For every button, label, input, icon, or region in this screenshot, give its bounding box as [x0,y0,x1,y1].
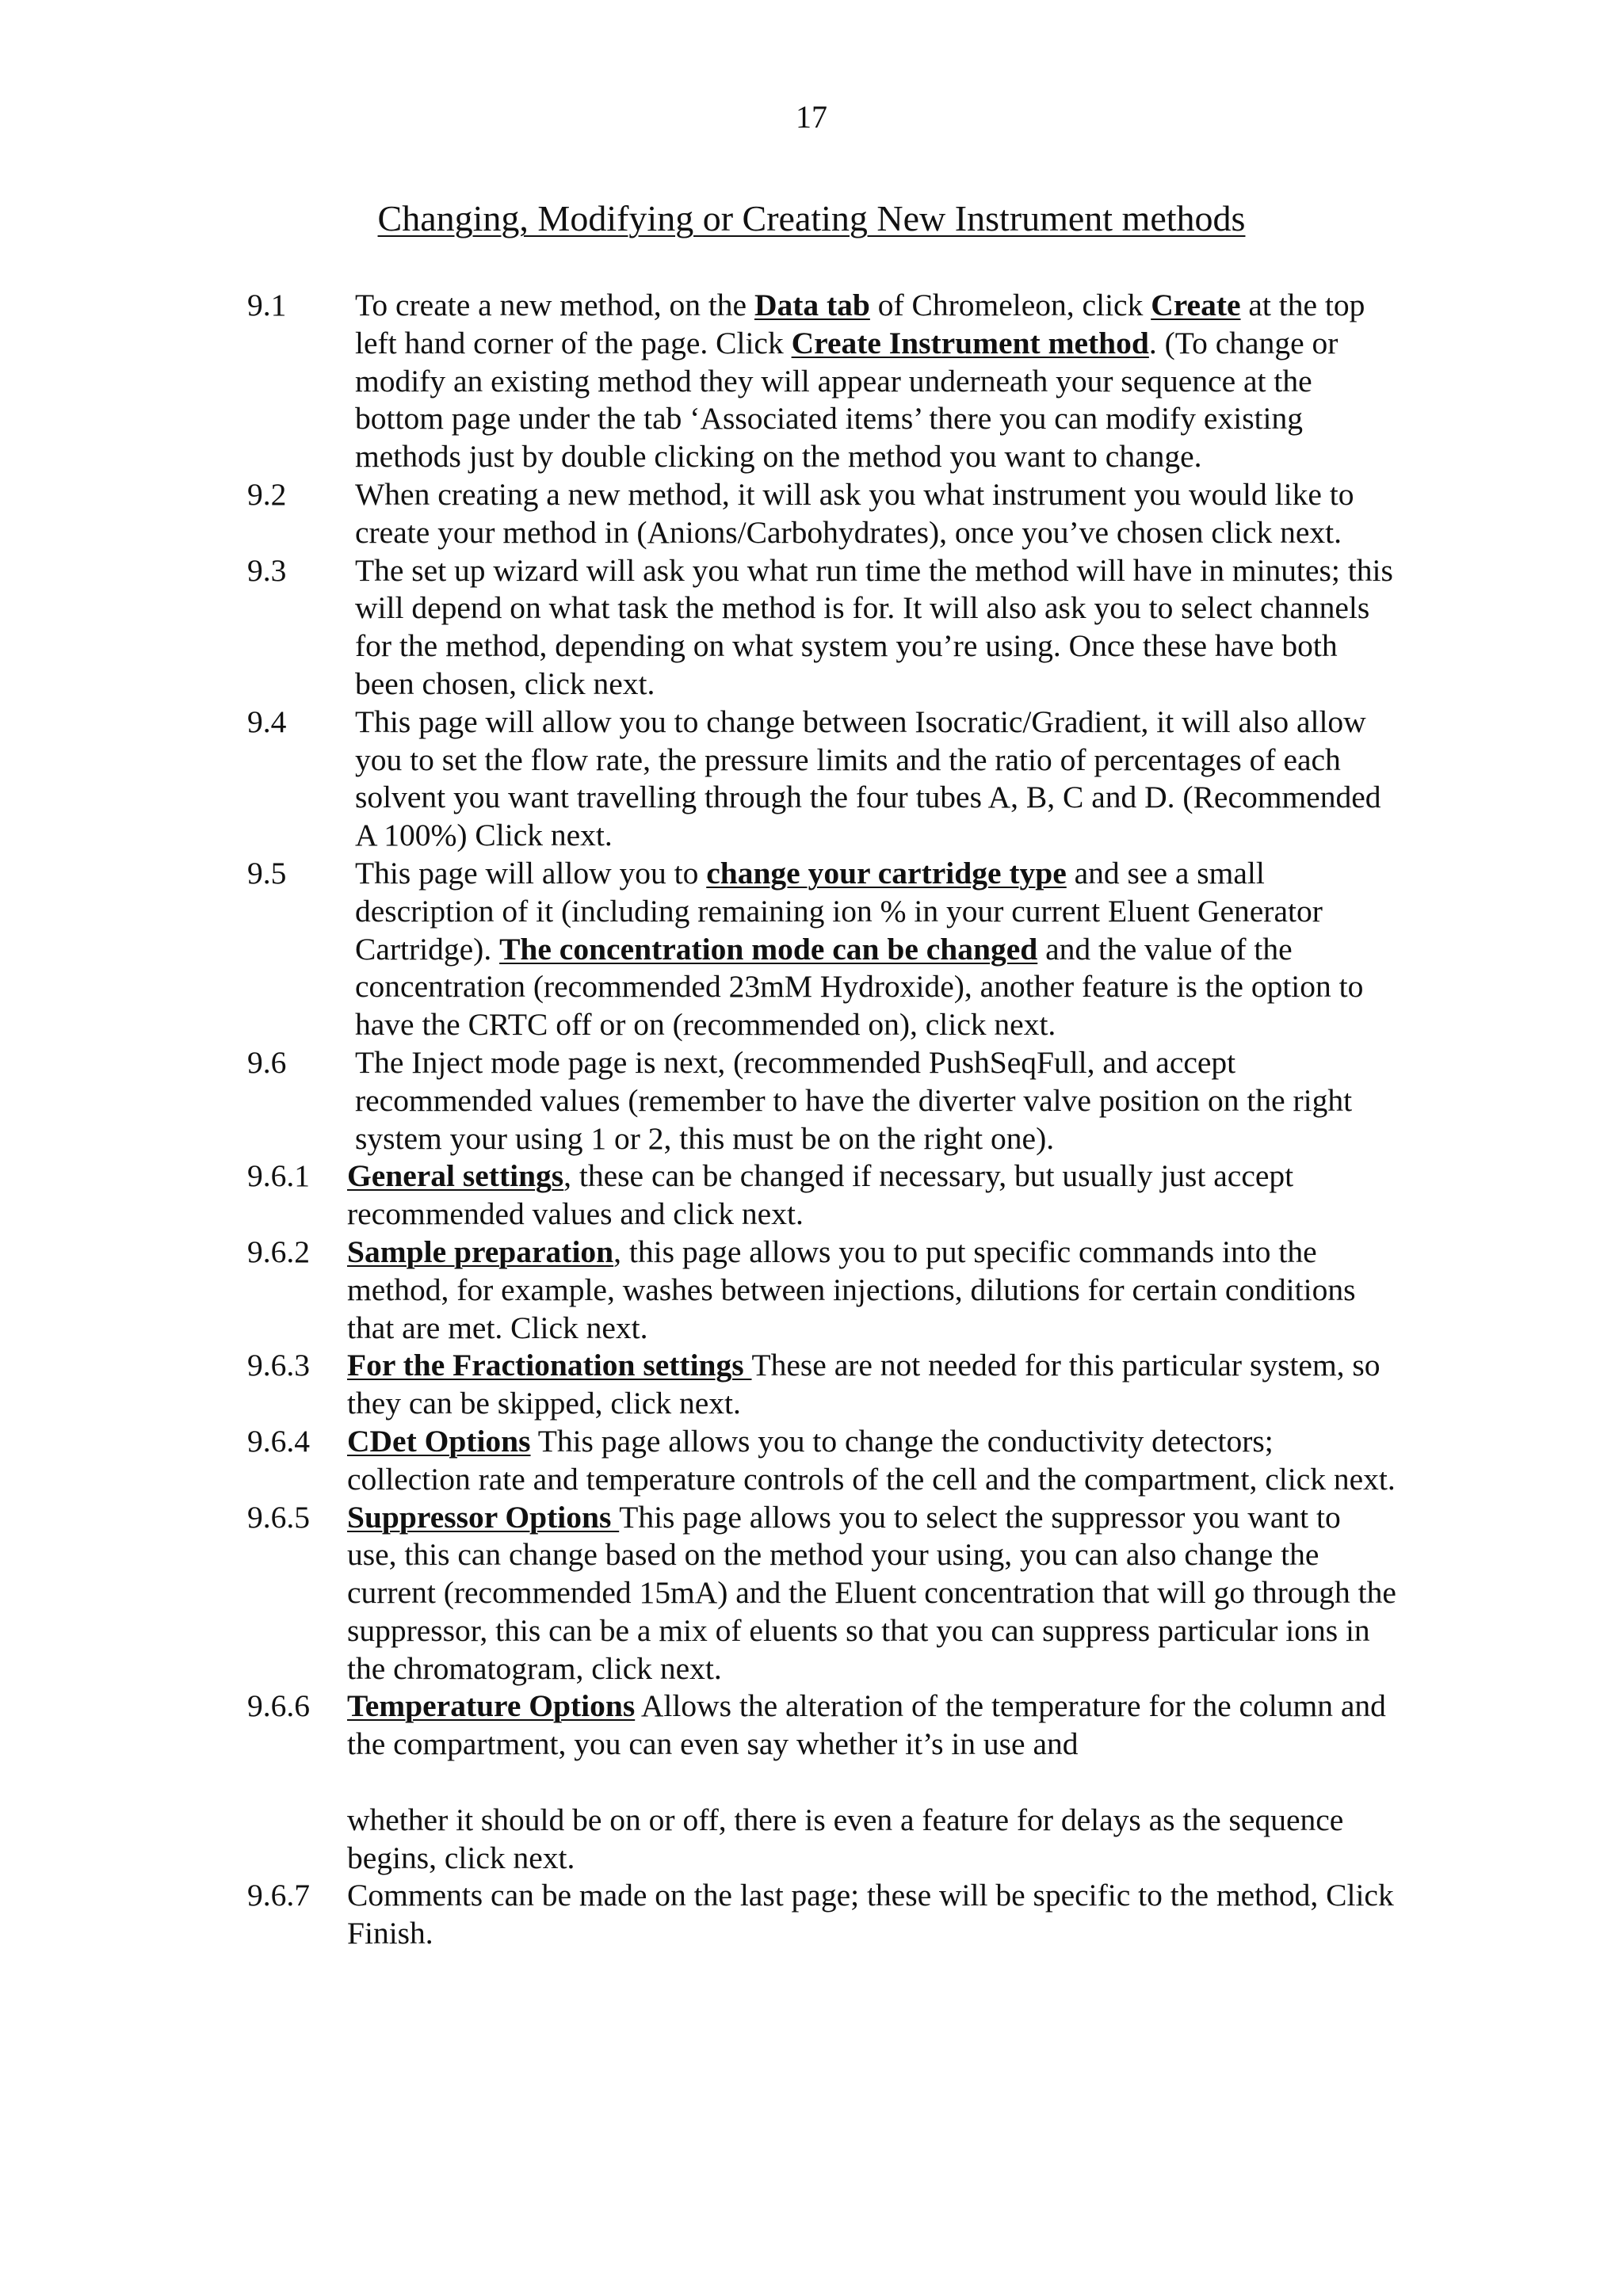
keyword-fractionation-settings: For the Fractionation settings [347,1348,752,1383]
item-text [347,1423,1398,1499]
keyword-data-tab: Data tab [754,288,870,322]
item-text-run: Allows the alteration of the temperature for the column and the compartment, you can even say whether it’s in use and [347,1688,1386,1762]
list-item [247,1158,1398,1234]
list-item [247,855,1398,1044]
item-text [347,1158,1398,1234]
item-text-run: . (To change or modify an existing method they will appear underneath your sequence at the bottom page under the tab ‘Associated items’ there you can modify existing methods just by double clicking on the method you want to change. [355,325,1338,475]
item-number: 9.6.1 [247,1158,310,1194]
keyword-create: Create [1151,288,1241,322]
page-title: Changing, Modifying or Creating New Instrument methods [377,198,1246,238]
item-number: 9.6.7 [247,1878,310,1913]
list-item [247,1234,1398,1347]
item-number: 9.6.4 [247,1423,310,1459]
list-item [247,476,1398,552]
item-text-run: These are not needed for this particular system, so they can be skipped, click next. [347,1348,1381,1421]
item-number: 9.6 [247,1044,287,1080]
item-text [347,1234,1398,1347]
item-text [355,287,1398,476]
item-text [355,855,1398,1044]
item-text: When creating a new method, it will ask you what instrument you would like to create your method in (Anions/Carbohydrates), once you’ve chosen click next. [355,476,1354,550]
item-text-run: whether it should be on or off, there is even a feature for delays as the sequence begins, click next. [347,1802,1344,1875]
keyword-sample-preparation: Sample preparation [347,1234,614,1269]
item-text-run: , these can be changed if necessary, but usually just accept recommended values and click next. [347,1158,1294,1232]
item-number: 9.6.3 [247,1348,310,1383]
item-text-run: This page allows you to change the conductivity detectors; collection rate and temperature controls of the cell and the compartment, click next. [347,1423,1396,1497]
keyword-concentration-mode: The concentration mode can be changed [499,931,1038,967]
page-number: 17 [796,99,827,135]
item-text-run: To create a new method, on the [355,288,754,322]
item-text: The set up wizard will ask you what run time the method will have in minutes; this will depend on what task the method is for. It will also ask you to select channels for the method, depending on what system you’re using. Once these have both been chosen, click next. [355,552,1393,701]
item-number: 9.6.6 [247,1688,310,1724]
instruction-list [247,287,1398,1953]
keyword-general-settings: General settings [347,1158,564,1194]
item-text: Comments can be made on the last page; these will be specific to the method, Click Finish. [347,1878,1394,1951]
paragraph-gap [347,1764,1398,1802]
item-text-run: of Chromeleon, click [869,288,1151,322]
list-item [247,287,1398,476]
item-text-run: , this page allows you to put specific commands into the method, for example, washes between injections, dilutions for certain conditions that are met. Click next. [347,1234,1356,1345]
item-text: This page will allow you to change between Isocratic/Gradient, it will also allow you to set the flow rate, the pressure limits and the ratio of percentages of each solvent you want travelling through the four tubes A, B, C and D. (Recommended A 100%) Click next. [355,704,1381,853]
keyword-temperature-options: Temperature Options [347,1688,636,1724]
keyword-create-instrument-method: Create Instrument method [791,325,1149,360]
item-number: 9.6.2 [247,1234,310,1269]
list-item [247,1044,1398,1158]
list-item [247,704,1398,855]
list-item [247,1877,1398,1953]
list-item [247,1347,1398,1423]
item-text [347,1688,1398,1877]
item-text [347,1499,1398,1688]
item-text-run: This page will allow you to [355,855,707,891]
item-number: 9.3 [247,552,287,588]
keyword-suppressor-options: Suppressor Options [347,1499,620,1535]
item-text-run: This page allows you to select the suppressor you want to use, this can change based on the method your using, you can also change the current (recommended 15mA) and the Eluent concentration that will go through the suppressor, this can be a mix of eluents so that you can suppress particular ions in the chromatogram, click next. [347,1499,1396,1686]
list-item [247,1688,1398,1877]
item-text-run: at the top left hand corner of the page. Click [355,288,1365,360]
item-text: The Inject mode page is next, (recommended PushSeqFull, and accept recommended values (remember to have the diverter valve position on the right system your using 1 or 2, this must be on the right one). [355,1044,1353,1156]
list-item [247,1423,1398,1499]
item-text-run: and see a small description of it (including remaining ion % in your current Eluent Generator Cartridge). [355,855,1323,967]
keyword-cdet-options: CDet Options [347,1423,531,1459]
list-item [247,552,1398,704]
keyword-change-cartridge-type: change your cartridge type [706,855,1067,891]
item-text-run: and the value of the concentration (recommended 23mM Hydroxide), another feature is the option to have the CRTC off or on (recommended on), click next. [355,931,1364,1043]
item-number: 9.2 [247,476,287,512]
item-number: 9.1 [247,288,287,322]
item-number: 9.5 [247,855,287,891]
item-number: 9.6.5 [247,1499,310,1535]
item-number: 9.4 [247,704,287,739]
item-text [347,1347,1398,1423]
list-item [247,1499,1398,1688]
